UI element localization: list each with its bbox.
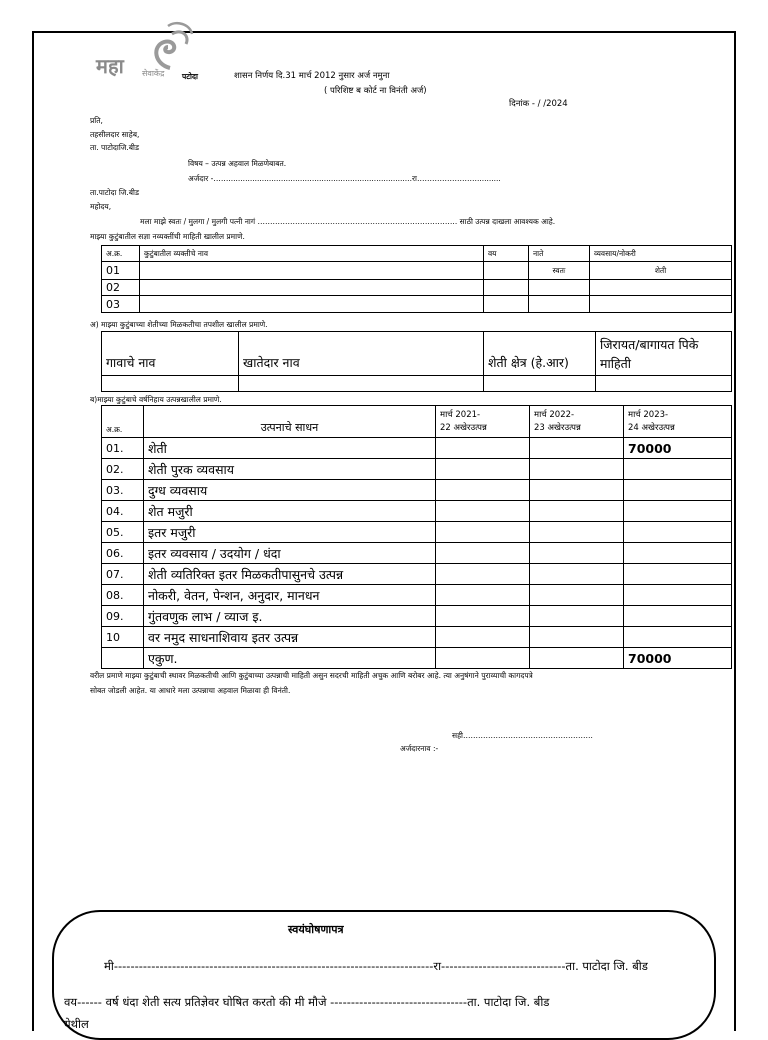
income-caption: ब)माझ्या कुटुंबाचे वर्षनिहाय उत्पन्नखालील प्रमाणे. xyxy=(90,395,222,404)
applicant-name-line: अर्जदारनाव :- xyxy=(400,744,439,753)
request-line: मला माझे स्वतः / मुलगा / मुलगी पत्नी नागं ………………………………………………….…………………. साठी उत्पन्न दाखला आवश्यक आहे. xyxy=(140,217,556,226)
family-row-name[interactable] xyxy=(140,262,484,280)
family-header-name: कुटुंबातील व्यक्तीचे नाव xyxy=(140,246,484,262)
income-row xyxy=(102,438,732,459)
income-header-no: अ.क्र. xyxy=(102,406,144,438)
income-row-no: 05. xyxy=(102,522,144,543)
land-header-holder: खातेदार नाव xyxy=(239,332,484,376)
income-row-y2[interactable] xyxy=(530,585,624,606)
income-row-source: इतर मजुरी xyxy=(144,522,436,543)
income-row-y1[interactable] xyxy=(436,501,530,522)
family-row-age[interactable] xyxy=(484,296,529,313)
family-table xyxy=(101,245,732,313)
spiral-logo-icon xyxy=(146,20,194,72)
income-row-y3[interactable]: 70000 xyxy=(624,438,732,459)
income-row-y3[interactable] xyxy=(624,627,732,648)
income-row-y1[interactable] xyxy=(436,522,530,543)
income-row-y2[interactable] xyxy=(530,522,624,543)
income-row-y2[interactable] xyxy=(530,438,624,459)
income-row-y2[interactable] xyxy=(530,564,624,585)
income-header-y2 xyxy=(530,406,624,438)
logo-text: महा xyxy=(96,54,124,78)
land-header-area: शेती क्षेत्र (हे.आर) xyxy=(484,332,596,376)
income-row-y3[interactable] xyxy=(624,480,732,501)
income-row-source: वर नमुद साधनाशिवाय इतर उत्पन्न xyxy=(144,627,436,648)
address-line-1: प्रति, xyxy=(90,116,103,125)
family-row-name[interactable] xyxy=(140,280,484,296)
income-row xyxy=(102,564,732,585)
family-row-no: 03 xyxy=(102,296,140,313)
family-header-age: वय xyxy=(484,246,529,262)
income-row xyxy=(102,501,732,522)
footer-para-2: सोबत जोडली आहेत. या आधारे मला उत्पन्नाचा अहवाल मिळावा ही विनंती. xyxy=(90,686,291,695)
income-row-y1[interactable] xyxy=(436,459,530,480)
income-row xyxy=(102,585,732,606)
family-row-relation[interactable]: स्वतः xyxy=(529,262,590,280)
income-row-y2[interactable] xyxy=(530,543,624,564)
income-row-source: शेती पुरक व्यवसाय xyxy=(144,459,436,480)
income-row-y3[interactable] xyxy=(624,522,732,543)
income-header-y1-line2: 22 अखेरउत्पन्न xyxy=(440,422,487,433)
land-row-crops[interactable] xyxy=(596,376,732,392)
income-row-no: 01. xyxy=(102,438,144,459)
address-line-2: तहसीलदार साहेब, xyxy=(90,130,140,139)
income-row-y3[interactable]: 70000 xyxy=(624,648,732,669)
family-row-name[interactable] xyxy=(140,296,484,313)
income-row-source: एकुण. xyxy=(144,648,436,669)
income-header-y2-line2: 23 अखेरउत्पन्न xyxy=(534,422,581,433)
income-row-y1[interactable] xyxy=(436,606,530,627)
income-header-y3 xyxy=(624,406,732,438)
income-row-y2[interactable] xyxy=(530,501,624,522)
income-row xyxy=(102,480,732,501)
income-row-y1[interactable] xyxy=(436,543,530,564)
declaration-line-3: येथील xyxy=(64,1017,89,1031)
land-caption: अ) माझ्या कुटुंबाच्या शेतीच्या मिळकतीचा तपशील खालील प्रमाणे. xyxy=(90,320,268,329)
land-row-area[interactable] xyxy=(484,376,596,392)
income-header-y1-line1: मार्च 2021- xyxy=(440,409,481,420)
income-row-y1[interactable] xyxy=(436,438,530,459)
income-row-no xyxy=(102,648,144,669)
income-row-source: शेत मजुरी xyxy=(144,501,436,522)
land-header-crops: जिरायत/बागायत पिके माहिती xyxy=(596,332,732,376)
income-row-y2[interactable] xyxy=(530,480,624,501)
declaration-title: स्वयंघोषणापत्र xyxy=(288,923,344,936)
land-row xyxy=(102,376,732,392)
income-row-y1[interactable] xyxy=(436,480,530,501)
income-header-y3-line1: मार्च 2023- xyxy=(628,409,669,420)
signature-line: सही……………………………………………. xyxy=(452,731,593,740)
subject-line: विषय – उत्पन्न अहवाल मिळणेबाबत. xyxy=(188,159,287,168)
income-header-source: उत्पनाचे साधन xyxy=(144,406,436,438)
family-row-no: 01 xyxy=(102,262,140,280)
taluka-line: ता.पाटोदा जि.बीड xyxy=(90,188,139,197)
income-table xyxy=(101,405,732,669)
family-row-age[interactable] xyxy=(484,262,529,280)
gr-line: शासन निर्णय दि.31 मार्च 2012 नुसार अर्ज नमुना xyxy=(234,71,390,81)
income-row-no: 07. xyxy=(102,564,144,585)
income-row-source: शेती व्यतिरिक्त इतर मिळकतीपासुनचे उत्पन्न xyxy=(144,564,436,585)
income-row-source: नोकरी, वेतन, पेन्शन, अनुदार, मानधन xyxy=(144,585,436,606)
income-row-y3[interactable] xyxy=(624,564,732,585)
family-row-no: 02 xyxy=(102,280,140,296)
family-row-job[interactable] xyxy=(590,280,732,296)
family-caption: माझ्या कुटुंबातील सज्ञा नव्यक्तींची माहिती खालील प्रमाणे. xyxy=(90,232,245,241)
address-line-3: ता. पाटोदाजि.बीड xyxy=(90,143,139,152)
declaration-box xyxy=(52,910,716,1040)
mahaseva-logo xyxy=(96,20,206,81)
declaration-line-1: मी-----------------------------------------------------------------------------रा------------------------------ता. पाटोदा जि. बीड xyxy=(104,959,648,973)
income-row-no: 09. xyxy=(102,606,144,627)
income-row-source: दुग्ध व्यवसाय xyxy=(144,480,436,501)
income-header-y2-line1: मार्च 2022- xyxy=(534,409,575,420)
income-row-source: शेती xyxy=(144,438,436,459)
income-row-y2[interactable] xyxy=(530,459,624,480)
income-row xyxy=(102,543,732,564)
income-row-source: इतर व्यवसाय / उदयोग / धंदा xyxy=(144,543,436,564)
income-row-y3[interactable] xyxy=(624,501,732,522)
income-row-no: 03. xyxy=(102,480,144,501)
income-row-no: 02. xyxy=(102,459,144,480)
income-row-y1[interactable] xyxy=(436,627,530,648)
logo-tag: पटोदा xyxy=(182,72,198,81)
income-header-y1 xyxy=(436,406,530,438)
income-row-y1[interactable] xyxy=(436,564,530,585)
income-row-y3[interactable] xyxy=(624,543,732,564)
applicant-line: अर्जदार -…….............................................................................रा…………………….......... xyxy=(188,174,501,183)
family-row xyxy=(102,296,732,313)
declaration-line-2: वय------ वर्ष धंदा शेती सत्य प्रतिज्ञेवर घोषित करतो की मी मौजे ---------------------------------ता. पाटोदा जि. बीड xyxy=(64,995,550,1009)
footer-para-1: वरील प्रमाणे माझ्या कुटुंबाची स्थावर मिळकतीची आणि कुटुंबाच्या उत्पन्नाची माहिती असुन सदरची माहिती अचुक आणि बरोबर आहे. त्या अनुषंगाने पुराव्याची कागदपत्रे xyxy=(90,671,533,680)
land-row-village[interactable] xyxy=(102,376,239,392)
income-row-no: 10 xyxy=(102,627,144,648)
income-row-no: 04. xyxy=(102,501,144,522)
land-header-village: गावाचे नाव xyxy=(102,332,239,376)
income-row-source: गुंतवणुक लाभ / व्याज इ. xyxy=(144,606,436,627)
family-row xyxy=(102,262,732,280)
family-header-no: अ.क्र. xyxy=(102,246,140,262)
income-row-y3[interactable] xyxy=(624,606,732,627)
income-header-y3-line2: 24 अखेरउत्पन्न xyxy=(628,422,675,433)
income-row-no: 06. xyxy=(102,543,144,564)
date-field: दिनांक - / /2024 xyxy=(509,99,568,109)
family-row xyxy=(102,280,732,296)
income-row xyxy=(102,648,732,669)
income-row-y2[interactable] xyxy=(530,606,624,627)
land-row-holder[interactable] xyxy=(239,376,484,392)
family-row-age[interactable] xyxy=(484,280,529,296)
income-row xyxy=(102,522,732,543)
income-row-y3[interactable] xyxy=(624,585,732,606)
family-row-relation[interactable] xyxy=(529,280,590,296)
income-row-no: 08. xyxy=(102,585,144,606)
income-rows xyxy=(102,438,732,669)
income-row-y1[interactable] xyxy=(436,648,530,669)
income-row-y1[interactable] xyxy=(436,585,530,606)
salutation: महोदय, xyxy=(90,202,112,211)
income-row xyxy=(102,627,732,648)
family-row-relation[interactable] xyxy=(529,296,590,313)
land-table xyxy=(101,331,732,392)
income-row-y2[interactable] xyxy=(530,648,624,669)
gr-subtitle: ( परिशिष्ट ब कोर्ट ना विनंती अर्ज) xyxy=(324,86,427,96)
family-row-job[interactable]: शेती xyxy=(590,262,732,280)
income-row-y2[interactable] xyxy=(530,627,624,648)
family-header-relation: नाते xyxy=(529,246,590,262)
logo-subtext: सेवाकेंद्र xyxy=(142,69,165,78)
income-row xyxy=(102,459,732,480)
income-row xyxy=(102,606,732,627)
family-header-job: व्यवसाय/नोकरी xyxy=(590,246,732,262)
family-row-job[interactable] xyxy=(590,296,732,313)
income-row-y3[interactable] xyxy=(624,459,732,480)
